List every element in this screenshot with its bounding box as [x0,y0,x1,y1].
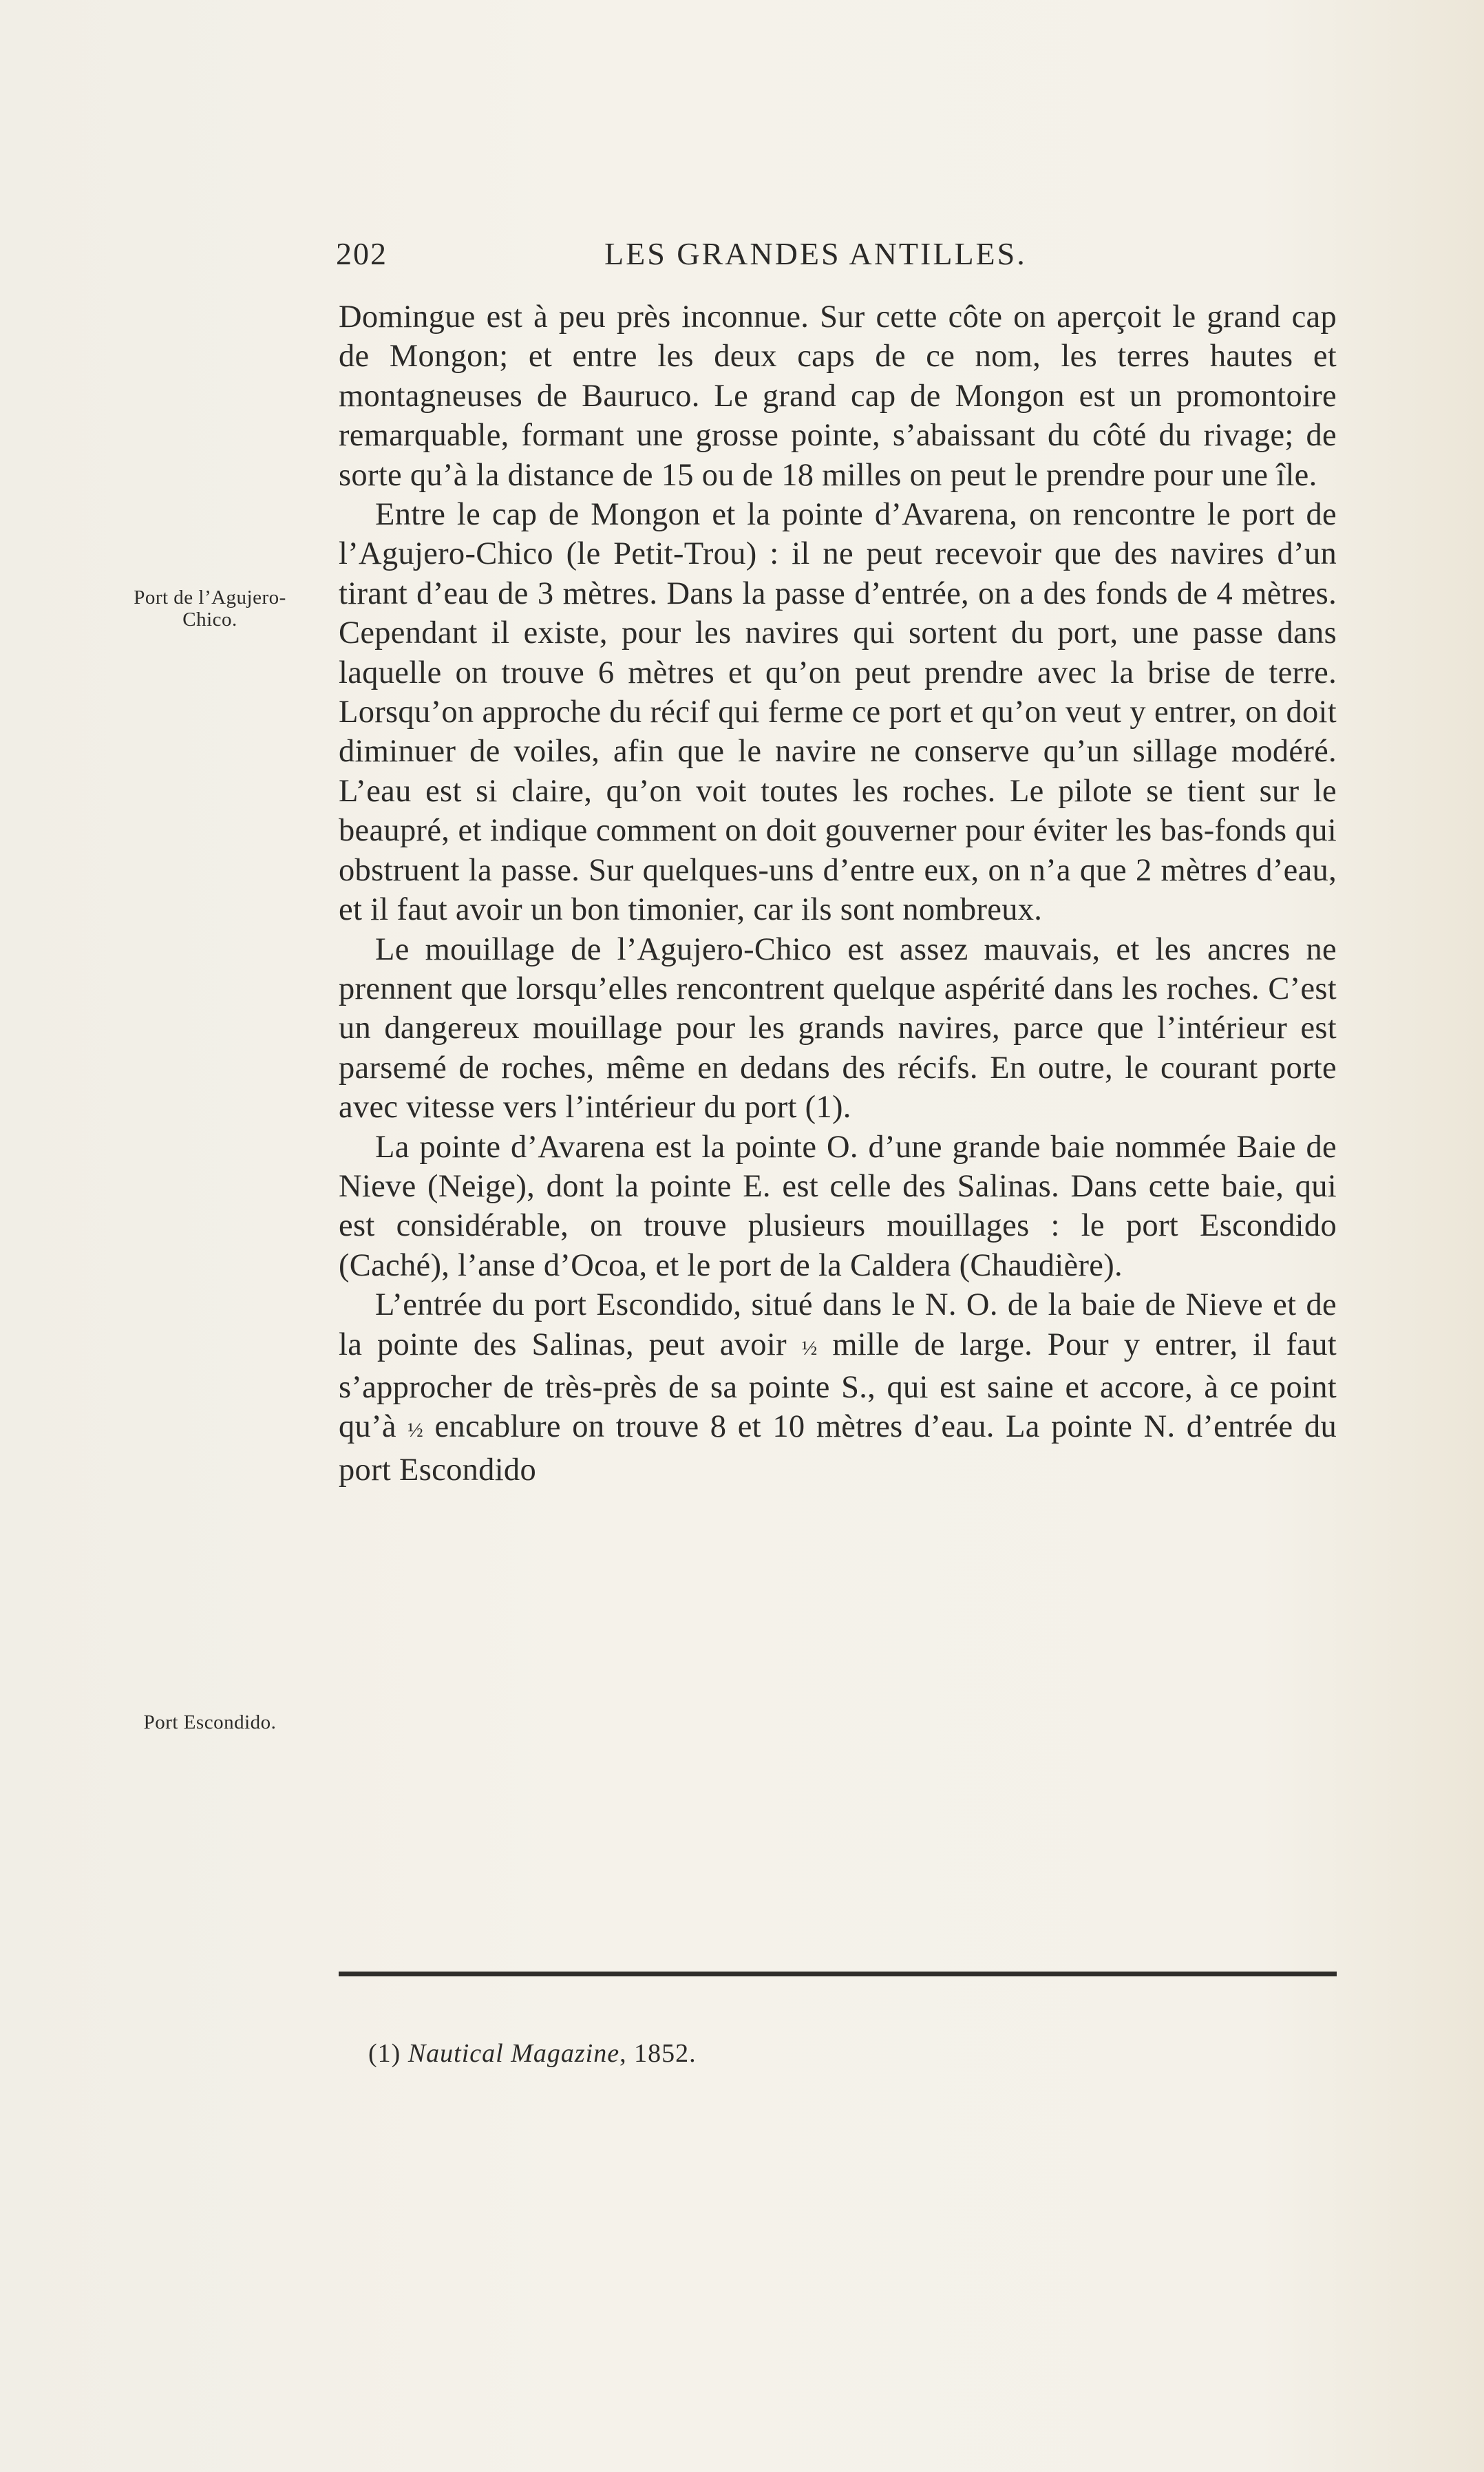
footnote [368,2036,697,2071]
footnote-year: , 1852. [619,2039,697,2068]
paragraph-5-part-1: L’entrée du port Escondido, situé dans le N. O. de la baie de Nieve et de la pointe des Salinas, peut avoir [339,1287,1337,1362]
paragraph-5 [339,1285,1337,1490]
paragraph-1: Domingue est à peu près inconnue. Sur cette côte on aperçoit le grand cap de Mongon; et entre les deux caps de ce nom, les terres hautes et montagneuses de Bauruco. Le grand cap de Mongon est un promontoire remarquable, formant une grosse pointe, s’abaissant du côté du rivage; de sorte qu’à la distance de 15 ou de 18 milles on peut le prendre pour une île. [339,299,1337,493]
footnote-source: Nautical Magazine [407,2039,620,2068]
margin-note-agujero: Port de l’Agujero-Chico. [134,587,286,631]
fraction-half-2: ½ [407,1419,424,1442]
paragraph-5-part-3: encablure on trouve 8 et 10 mètres d’eau. La pointe N. d’entrée du port Escondido [339,1409,1337,1488]
running-header [336,230,1334,278]
paragraph-2: Entre le cap de Mongon et la pointe d’Avarena, on rencontre le port de l’Agujero-Chico (le Petit-Trou) : il ne peut recevoir que des navires d’un tirant d’eau de 3 mètres. Dans la passe d’entrée, on a des fonds de 4 mètres. Cependant il existe, pour les navires qui sortent du port, une passe dans laquelle on trouve 6 mètres et qu’on peut prendre avec la brise de terre. Lorsqu’on approche du récif qui ferme ce port et qu’on veut y entrer, on doit diminuer de voiles, afin que le navire ne conserve qu’un sillage modéré. L’eau est si claire, qu’on voit toutes les roches. Le pilote se tient sur le beaupré, et indique comment on doit gouverner pour éviter les bas-fonds qui obstruent la passe. Sur quelques-uns d’entre eux, on n’a que 2 mètres d’eau, et il faut avoir un bon timonier, car ils sont nombreux. [339,497,1337,928]
paragraph-3: Le mouillage de l’Agujero-Chico est assez mauvais, et les ancres ne prennent que lorsqu’elles rencontrent quelque aspérité dans les roches. C’est un dangereux mouillage pour les grands navires, parce que l’intérieur est parsemé de roches, même en dedans des récifs. En outre, le courant porte avec vitesse vers l’intérieur du port (1). [339,931,1337,1126]
running-title: LES GRANDES ANTILLES. [604,236,1027,271]
body-text [339,297,1337,1490]
paragraph-4: La pointe d’Avarena est la pointe O. d’une grande baie nommée Baie de Nieve (Neige), dont la pointe E. est celle des Salinas. Dans cette baie, qui est considérable, on trouve plusieurs mouillages : le port Escondido (Caché), l’anse d’Ocoa, et le port de la Caldera (Chaudière). [339,1129,1337,1283]
page-number: 202 [336,236,388,271]
footnote-marker: (1) [368,2039,408,2068]
margin-note-escondido: Port Escondido. [143,1711,277,1733]
paragraph-5-part-2: mille de large. Pour y entrer, il faut s’approcher de très-près de sa pointe S., qui est saine et accore, à ce point qu’à [339,1327,1337,1445]
footnote-rule [339,1972,1337,1976]
fraction-half-1: ½ [801,1336,818,1360]
